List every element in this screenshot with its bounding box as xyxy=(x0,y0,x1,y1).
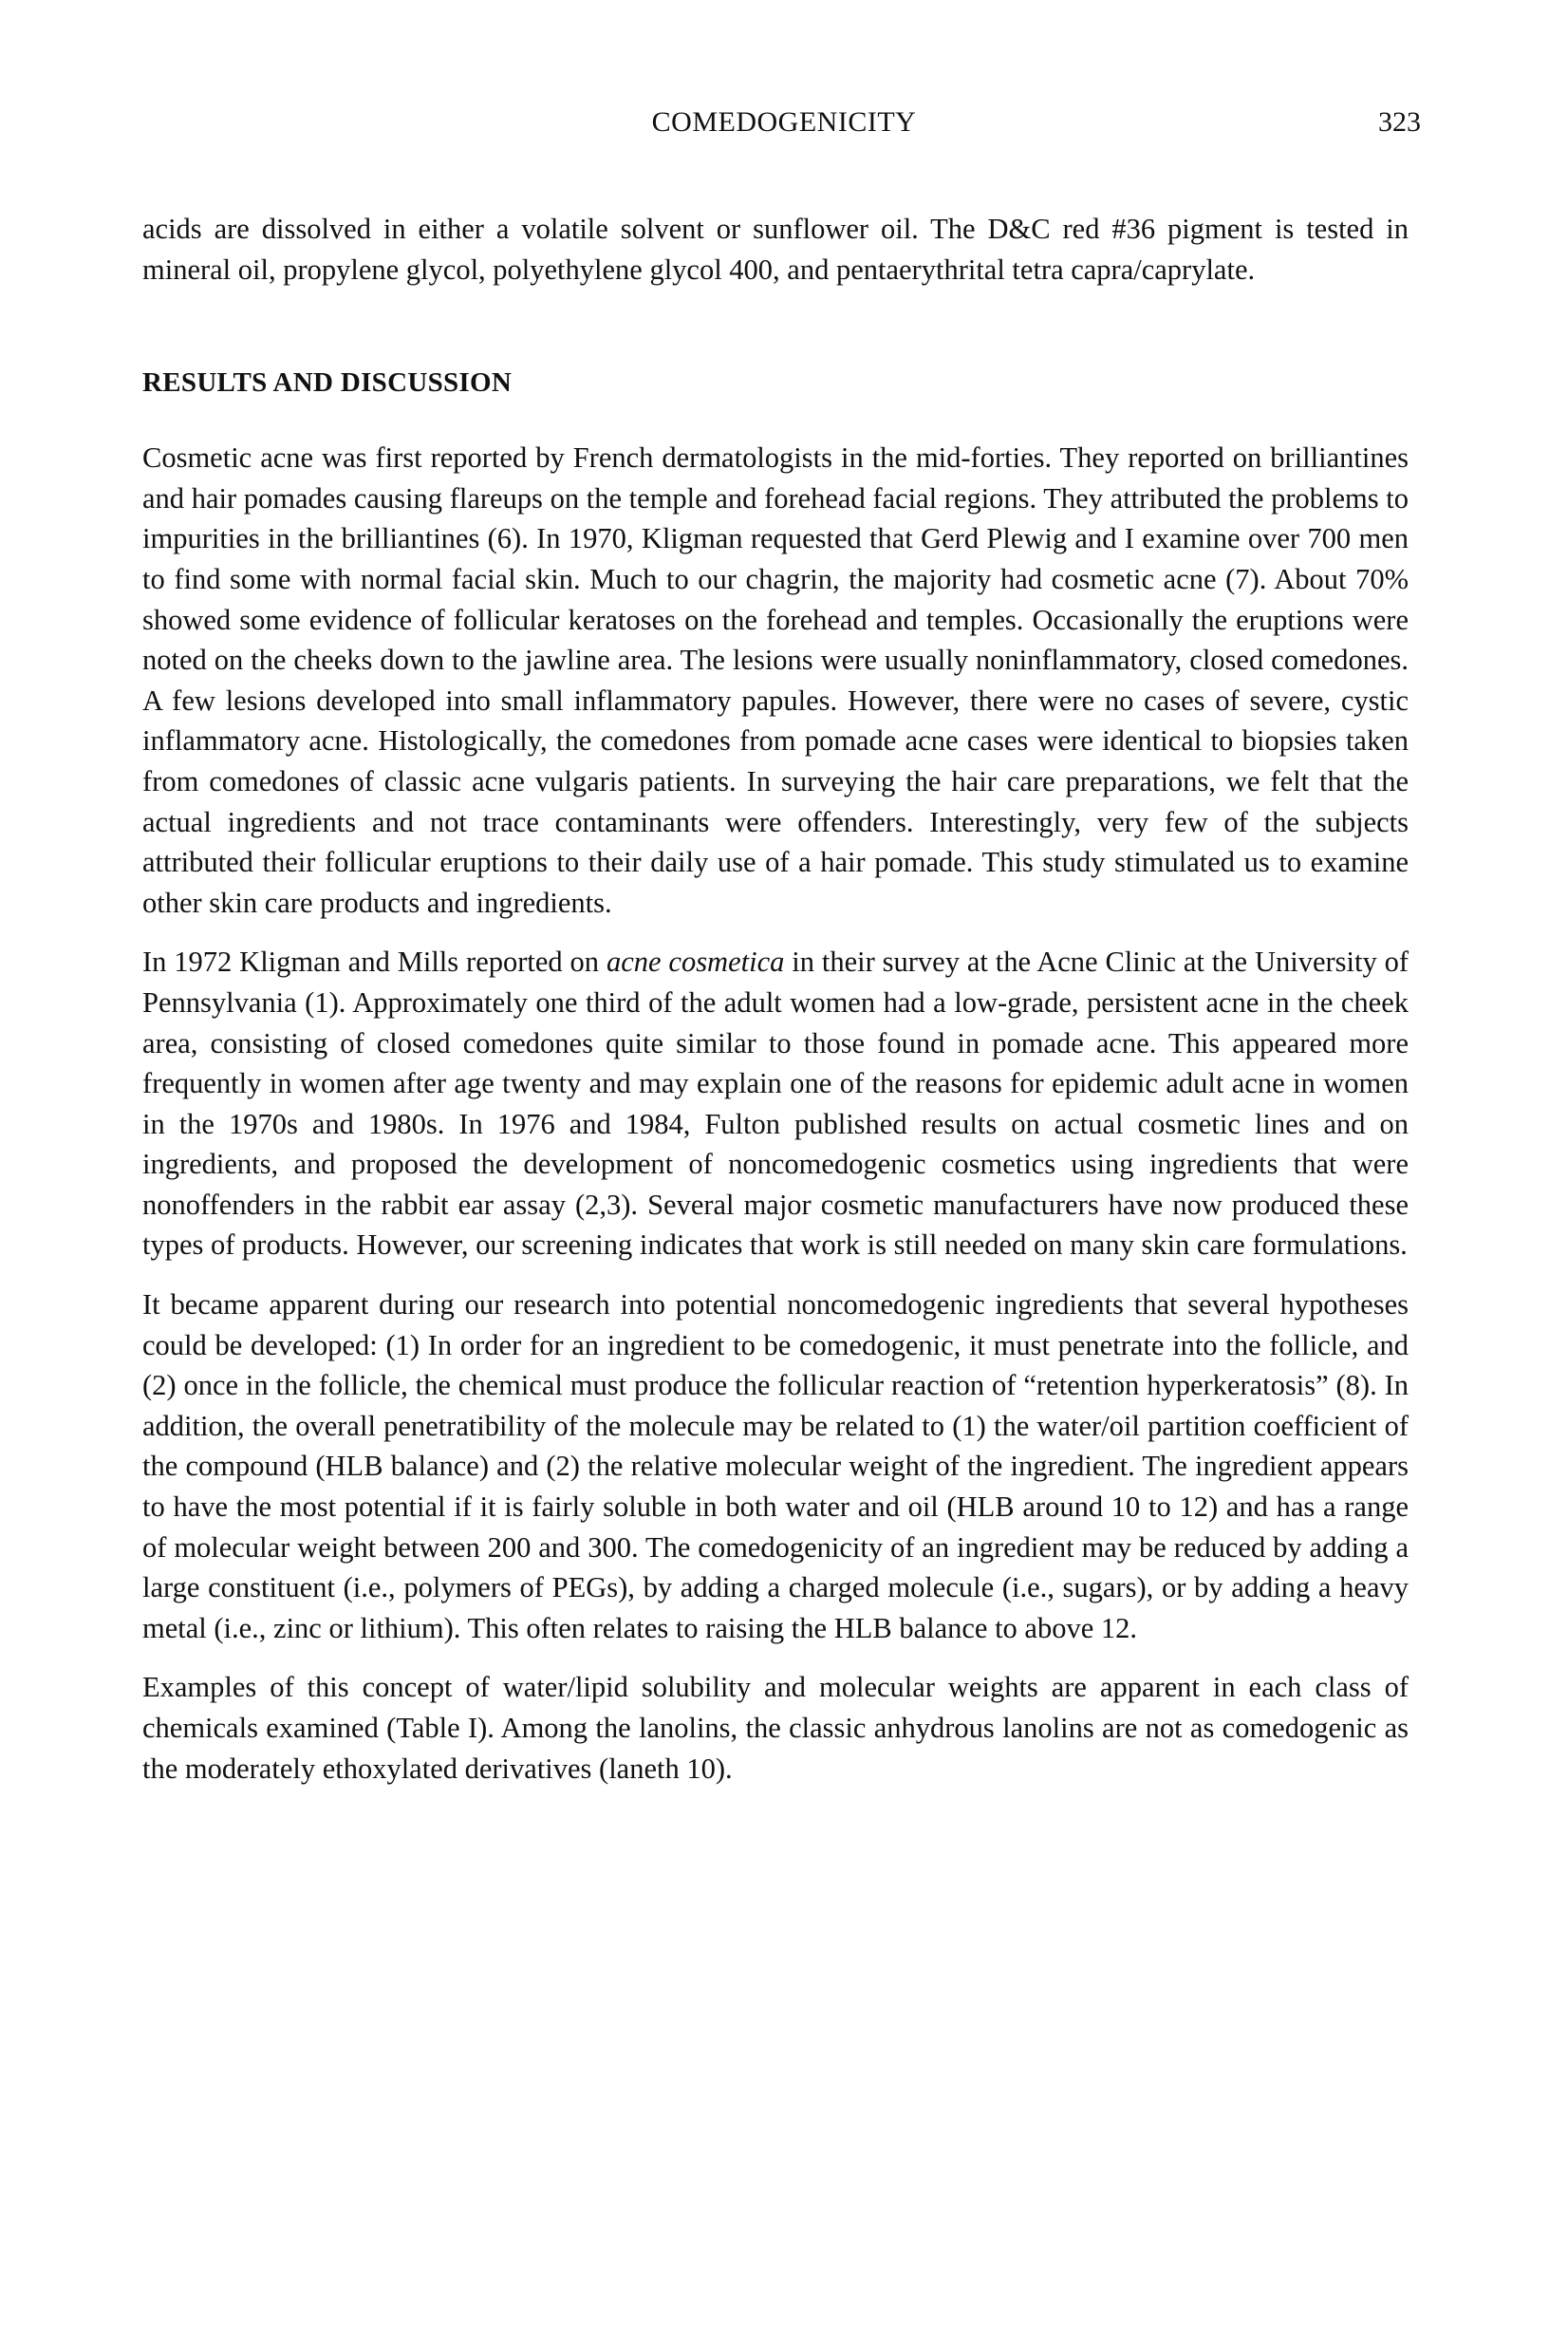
paragraph-2 xyxy=(142,942,1409,1265)
page-number: 323 xyxy=(1378,106,1421,138)
paragraph-3: It became apparent during our research into potential noncomedogenic ingredients that several hypotheses could be developed: (1) In order for an ingredient to be comedogenic, it must penetrate into the follicle, and (2) once in the follicle, the chemical must produce the follicular reaction of “retention hyperkeratosis” (8). In addition, the overall penetratibility of the molecule may be related to (1) the water/oil partition coefficient of the compound (HLB balance) and (2) the relative molecular weight of the ingredient. The ingredient appears to have the most potential if it is fairly soluble in both water and oil (HLB around 10 to 12) and has a range of molecular weight between 200 and 300. The comedogenicity of an ingredient may be reduced by adding a large constituent (i.e., polymers of PEGs), by adding a charged molecule (i.e., sugars), or by adding a heavy metal (i.e., zinc or lithium). This often relates to raising the HLB balance to above 12. xyxy=(142,1288,1409,1644)
page-header xyxy=(0,106,1568,144)
paragraph-4: Examples of this concept of water/lipid solubility and molecular weights are apparent in each class of chemicals examined (Table I). Among the lanolins, the classic anhydrous lanolins are not as comedogenic as the moderately ethoxylated derivatives (laneth 10). xyxy=(142,1671,1409,1785)
paragraph-2-italic-term: acne cosmetica xyxy=(606,946,785,979)
paragraph-2-text-before: In 1972 Kligman and Mills reported on xyxy=(142,946,607,979)
body-text xyxy=(142,209,1409,1808)
paragraph-1: Cosmetic acne was first reported by French dermatologists in the mid-forties. They reported on brilliantines and hair pomades causing flareups on the temple and forehead facial regions. They attributed the problems to impurities in the brilliantines (6). In 1970, Kligman requested that Gerd Plewig and I examine over 700 men to find some with normal facial skin. Much to our chagrin, the majority had cosmetic acne (7). About 70% showed some evidence of follicular keratoses on the forehead and temples. Occasionally the eruptions were noted on the cheeks down to the jawline area. The lesions were usually noninflammatory, closed comedones. A few lesions developed into small inflammatory papules. However, there were no cases of severe, cystic inflammatory acne. Histologically, the comedones from pomade acne cases were identical to biopsies taken from comedones of classic acne vulgaris patients. In surveying the hair care preparations, we felt that the actual ingredients and not trace contaminants were offenders. Interestingly, very few of the subjects attributed their follicular eruptions to their daily use of a hair pomade. This study stimulated us to examine other skin care products and ingredients. xyxy=(142,441,1409,919)
continuation-paragraph: acids are dissolved in either a volatile solvent or sunflower oil. The D&C red #36 pigment is tested in mineral oil, propylene glycol, polyethylene glycol 400, and pentaerythrital tetra capra/caprylate. xyxy=(142,213,1409,286)
section-heading: RESULTS AND DISCUSSION xyxy=(142,367,513,399)
running-title: COMEDOGENICITY xyxy=(651,106,917,138)
paragraph-2-text-after: in their survey at the Acne Clinic at the University of Pennsylvania (1). Approximately one third of the adult women had a low-grade, persistent acne in the cheek area, consisting of closed comedones quite similar to those found in pomade acne. This appeared more frequently in women after age twenty and may explain one of the reasons for epidemic adult acne in women in the 1970s and 1980s. In 1976 and 1984, Fulton published results on actual cosmetic lines and on ingredients, and proposed the development of noncomedogenic cosmetics using ingredients that were nonoffenders in the rabbit ear assay (2,3). Several major cosmetic manufacturers have now produced these types of products. However, our screening indicates that work is still needed on many skin care formulations. xyxy=(142,946,1409,1262)
